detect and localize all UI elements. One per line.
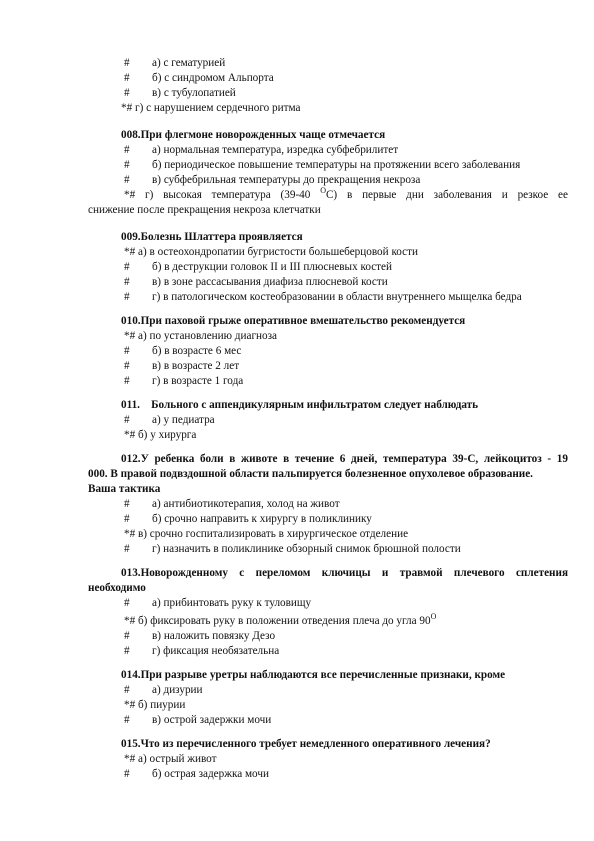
option-text: у хирурга <box>150 429 197 441</box>
option-marker: *# <box>124 615 136 627</box>
option-text: субфебрильная температуры до прекращения некроза <box>163 174 421 186</box>
answer-option-correct <box>124 188 568 202</box>
answer-option <box>124 158 520 172</box>
option-letter: б) <box>152 513 162 525</box>
option-letter: б) <box>152 345 162 357</box>
option-text: с нарушением сердечного ритма <box>146 102 301 114</box>
degree-superscript: О <box>320 186 326 195</box>
option-letter: б) <box>152 768 162 780</box>
option-marker: *# <box>124 528 136 540</box>
option-text: в возрасте 2 лет <box>163 360 240 372</box>
option-letter: а) <box>137 246 147 258</box>
option-marker: # <box>124 630 130 642</box>
question-title-continuation: необходимо <box>88 582 146 594</box>
answer-option <box>124 344 241 358</box>
question-title: 008.При флегмоне новорожденных чаще отмечается <box>121 129 386 141</box>
option-text: антибиотикотерапия, холод на живот <box>163 498 340 510</box>
question-title <box>121 398 478 412</box>
answer-option <box>124 359 239 373</box>
option-letter: в) <box>152 630 162 642</box>
answer-option <box>124 86 236 100</box>
option-marker: # <box>124 543 130 555</box>
answer-option-correct <box>124 614 436 628</box>
option-marker: # <box>124 72 130 84</box>
option-marker: # <box>124 414 130 426</box>
answer-option <box>124 143 398 157</box>
option-letter: а) <box>137 753 147 765</box>
option-text: срочно направить к хирургу в поликлинику <box>164 513 372 525</box>
degree-superscript: О <box>430 612 437 621</box>
option-text: у педиатра <box>163 414 215 426</box>
option-text: острой задержки мочи <box>163 714 272 726</box>
option-letter: в) <box>152 87 162 99</box>
answer-option <box>124 374 243 388</box>
option-letter: а) <box>152 57 161 69</box>
question-title: 009.Болезнь Шлаттера проявляется <box>121 231 303 243</box>
option-marker: # <box>124 498 130 510</box>
option-marker: *# <box>124 246 136 258</box>
option-text: срочно госпитализировать в хирургическое отделение <box>149 528 409 540</box>
answer-option-correct <box>124 428 196 442</box>
option-marker: # <box>124 345 130 357</box>
option-marker: # <box>124 360 130 372</box>
answer-option <box>124 683 203 697</box>
option-marker: # <box>124 684 130 696</box>
option-letter: а) <box>152 144 161 156</box>
option-text: фиксация необязательна <box>163 645 280 657</box>
answer-option <box>124 596 311 610</box>
option-text: в патологическом костеобразовании в области внутреннего мыщелка бедра <box>163 291 522 303</box>
answer-option <box>124 629 275 643</box>
answer-option <box>124 413 215 427</box>
option-text: острый живот <box>149 753 217 765</box>
answer-option <box>124 71 274 85</box>
option-letter: а) <box>152 597 161 609</box>
option-text: с синдромом Альпорта <box>164 72 274 84</box>
answer-option <box>124 290 522 304</box>
option-marker: # <box>124 57 130 69</box>
answer-option-correct <box>121 101 301 115</box>
option-letter: б) <box>137 699 148 711</box>
option-marker: *# <box>124 699 136 711</box>
answer-option <box>124 542 461 556</box>
option-text: прибинтовать руку к туловищу <box>163 597 312 609</box>
option-marker: *# <box>121 102 133 114</box>
option-letter: б) <box>137 429 148 441</box>
option-marker: *# <box>124 429 136 441</box>
option-text: наложить повязку Дезо <box>163 630 276 642</box>
question-text: Больного с аппендикулярным инфильтратом следует наблюдать <box>151 399 479 411</box>
option-letter: г) <box>152 645 161 657</box>
option-letter: г) <box>152 291 161 303</box>
option-text: с гематурией <box>163 57 226 69</box>
option-marker: # <box>124 645 130 657</box>
question-number: 011. <box>121 399 140 411</box>
option-marker: # <box>124 87 130 99</box>
question-title: 015.Что из перечисленного требует немедленного оперативного лечения? <box>121 738 491 750</box>
answer-option-correct <box>124 752 217 766</box>
option-letter: а) <box>152 684 161 696</box>
question-title: 012.У ребенка боли в животе в течение 6 дней, температура 39-С, лейкоцитоз - 19 <box>121 453 568 465</box>
option-letter: а) <box>137 330 147 342</box>
answer-option <box>124 56 225 70</box>
option-marker: # <box>124 768 130 780</box>
option-letter: г) <box>134 102 144 114</box>
option-letter: б) <box>137 615 148 627</box>
option-text: в деструкции головок II и III плюсневых костей <box>164 261 393 273</box>
option-marker: # <box>124 291 130 303</box>
option-text: по установлению диагноза <box>149 330 278 342</box>
answer-option <box>124 275 388 289</box>
option-text: острая задержка мочи <box>164 768 269 780</box>
option-marker: # <box>124 174 130 186</box>
question-title: 014.При разрыве уретры наблюдаются все перечисленные признаки, кроме <box>121 669 506 681</box>
option-letter: а) <box>152 414 161 426</box>
question-title-continuation: Ваша тактика <box>88 483 161 495</box>
option-marker: # <box>124 714 130 726</box>
option-text: нормальная температура, изредка субфебрилитет <box>163 144 399 156</box>
answer-option-correct <box>124 245 418 259</box>
option-text: в возрасте 1 года <box>163 375 244 387</box>
question-title: 010.При паховой грыже оперативное вмешательство рекомендуется <box>121 315 466 327</box>
option-letter: в) <box>152 714 162 726</box>
option-letter: в) <box>152 174 162 186</box>
option-letter: в) <box>152 276 162 288</box>
option-marker: # <box>124 261 130 273</box>
option-letter: б) <box>152 159 162 171</box>
option-text: дизурии <box>163 684 203 696</box>
answer-option-correct <box>124 329 277 343</box>
option-text: пиурии <box>150 699 186 711</box>
option-letter: г) <box>152 543 161 555</box>
answer-option-correct <box>124 527 408 541</box>
answer-option <box>124 512 372 526</box>
option-marker: # <box>124 159 130 171</box>
option-letter: г) <box>152 375 161 387</box>
option-marker: *# <box>124 330 136 342</box>
option-marker: # <box>124 375 130 387</box>
option-marker: # <box>124 144 130 156</box>
answer-option <box>124 767 269 781</box>
answer-option <box>124 644 279 658</box>
question-title: 013.Новорожденному с переломом ключицы и травмой плечевого сплетения <box>121 567 568 579</box>
option-text: назначить в поликлинике обзорный снимок брюшной полости <box>163 543 461 555</box>
option-text: в остеохондропатии бугристости большеберцовой кости <box>149 246 419 258</box>
option-letter: в) <box>152 360 162 372</box>
answer-option <box>124 497 340 511</box>
option-letter: в) <box>137 528 147 540</box>
answer-option-continuation: снижение после прекращения некроза клетчатки <box>88 204 321 216</box>
option-marker: *# <box>124 753 136 765</box>
option-letter: а) <box>152 498 161 510</box>
answer-option <box>124 173 420 187</box>
answer-option <box>124 713 271 727</box>
option-letter: б) <box>152 72 162 84</box>
answer-option <box>124 260 392 274</box>
option-text: С) в первые дни заболевания и резкое ее <box>325 189 568 201</box>
answer-option-correct <box>124 698 185 712</box>
option-text: в возрасте 6 мес <box>164 345 242 357</box>
question-title-continuation: 000. В правой подвздошной области пальпируется болезненное опухолевое образование. <box>88 468 533 480</box>
option-text: периодическое повышение температуры на протяжении всего заболевания <box>164 159 521 171</box>
option-text: *# г) высокая температура (39-40 <box>124 189 311 201</box>
option-letter: б) <box>152 261 162 273</box>
option-marker: # <box>124 513 130 525</box>
option-text: с тубулопатией <box>163 87 236 99</box>
option-text: фиксировать руку в положении отведения плеча до угла 90 <box>150 615 431 627</box>
option-text: в зоне рассасывания диафиза плюсневой кости <box>163 276 388 288</box>
option-marker: # <box>124 597 130 609</box>
option-marker: # <box>124 276 130 288</box>
